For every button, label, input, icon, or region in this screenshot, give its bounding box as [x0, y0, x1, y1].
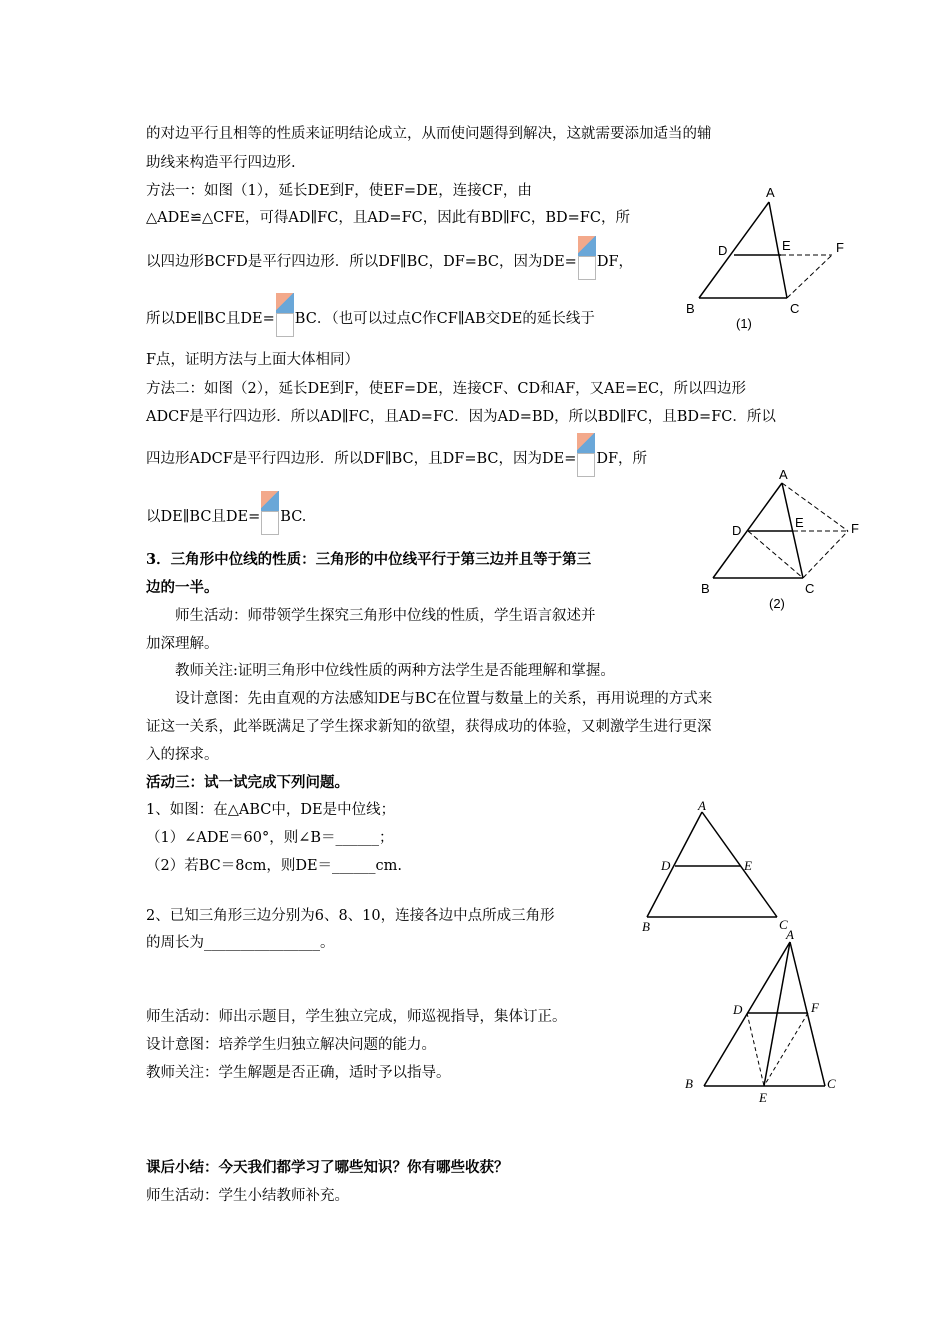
section-heading: 课后小结：今天我们都学习了哪些知识？你有哪些收获？ — [146, 1159, 509, 1176]
label-b: B — [686, 301, 695, 316]
fraction-image — [276, 293, 294, 337]
label-f: F — [851, 521, 859, 536]
label-d: D — [661, 858, 671, 873]
text-line: 助线来构造平行四边形. — [146, 155, 296, 171]
text-segment: DF， — [596, 254, 634, 270]
label-d: D — [733, 1002, 743, 1017]
label-d: D — [718, 243, 728, 258]
fraction-image — [577, 433, 595, 477]
label-a: A — [766, 185, 775, 200]
label-c: C — [779, 917, 788, 932]
text-line: 教师关注:证明三角形中位线性质的两种方法学生是否能理解和掌握。 — [175, 663, 615, 679]
text-segment: BC. — [280, 509, 307, 525]
text-line: 2、已知三角形三边分别为6、8、10，连接各边中点所成三角形 — [146, 908, 555, 924]
text-segment: 以四边形BCFD是平行四边形．所以DF∥BC，DF=BC，因为DE= — [146, 254, 577, 270]
label-c: C — [827, 1076, 836, 1091]
label-d: D — [732, 523, 742, 538]
text-line: 入的探求。 — [146, 747, 219, 763]
text-line: （2）若BC＝8cm，则DE＝______cm. — [146, 858, 403, 874]
text-line: 师生活动：师带领学生探究三角形中位线的性质，学生语言叙述并 — [175, 608, 596, 624]
text-line: △ADE≌△CFE，可得AD∥FC，且AD=FC，因此有BD∥FC，BD=FC，所 — [146, 210, 630, 226]
text-line: 设计意图：先由直观的方法感知DE与BC在位置与数量上的关系，再用说理的方式来 — [175, 691, 713, 707]
text-segment: DF，所 — [596, 451, 648, 467]
text-line — [146, 433, 647, 477]
figure-caption: (1) — [736, 316, 752, 331]
label-b: B — [642, 919, 650, 934]
label-e: E — [759, 1090, 767, 1105]
text-segment: 四边形ADCF是平行四边形．所以DF∥BC，且DF=BC，因为DE= — [146, 451, 577, 467]
label-a: A — [698, 798, 706, 813]
label-a: A — [786, 927, 794, 942]
text-line: 教师关注：学生解题是否正确，适时予以指导。 — [146, 1065, 451, 1081]
figure-1-diagram — [680, 180, 860, 340]
text-segment: 以DE∥BC且DE= — [146, 509, 261, 525]
figure-caption: (2) — [769, 596, 785, 611]
label-e: E — [782, 238, 791, 253]
label-f: F — [836, 240, 844, 255]
text-line: 方法二：如图（2），延长DE到F，使EF=DE，连接CF、CD和AF，又AE=EC，所以四边形 — [146, 381, 747, 397]
text-segment: BC．（也可以过点C作CF∥AB交DE的延长线于 — [294, 311, 595, 327]
label-e: E — [795, 515, 804, 530]
label-c: C — [805, 581, 815, 596]
text-line: 的周长为________________。 — [146, 935, 335, 951]
text-line: 证这一关系，此举既满足了学生探求新知的欲望，获得成功的体验，又刺激学生进行更深 — [146, 719, 712, 735]
label-b: B — [701, 581, 710, 596]
text-line: （1）∠ADE＝60°，则∠B＝______； — [146, 830, 394, 846]
text-line — [146, 236, 633, 280]
figure-3-diagram — [640, 800, 800, 935]
text-line: F点，证明方法与上面大体相同） — [146, 352, 360, 368]
text-line: 设计意图：培养学生归独立解决问题的能力。 — [146, 1037, 436, 1053]
figure-2-diagram — [695, 465, 875, 615]
figure-4-diagram — [680, 925, 850, 1105]
text-line: 师生活动：师出示题目，学生独立完成，师巡视指导，集体订正。 — [146, 1009, 567, 1025]
text-line: ADCF是平行四边形．所以AD∥FC，且AD=FC．因为AD=BD，所以BD∥FC，且BD=FC．所以 — [146, 409, 776, 425]
text-line: 的对边平行且相等的性质来证明结论成立，从而使问题得到解决，这就需要添加适当的辅 — [146, 126, 712, 142]
label-a: A — [779, 467, 788, 482]
text-line: 师生活动：学生小结教师补充。 — [146, 1188, 349, 1204]
label-b: B — [685, 1076, 693, 1091]
label-e: E — [744, 858, 752, 873]
text-line: 1、如图：在△ABC中，DE是中位线； — [146, 802, 396, 818]
label-c: C — [790, 301, 800, 316]
text-line — [146, 491, 306, 535]
section-heading: 活动三：试一试完成下列问题。 — [146, 774, 349, 791]
section-heading: 边的一半。 — [146, 579, 219, 596]
text-line: 方法一：如图（1），延长DE到F，使EF=DE，连接CF，由 — [146, 183, 532, 199]
label-f: F — [811, 1000, 819, 1015]
text-line: 加深理解。 — [146, 636, 219, 652]
fraction-image — [578, 236, 596, 280]
section-heading: 3．三角形中位线的性质：三角形的中位线平行于第三边并且等于第三 — [146, 551, 592, 568]
fraction-image — [261, 491, 279, 535]
text-line — [146, 293, 595, 337]
text-segment: 所以DE∥BC且DE= — [146, 311, 275, 327]
